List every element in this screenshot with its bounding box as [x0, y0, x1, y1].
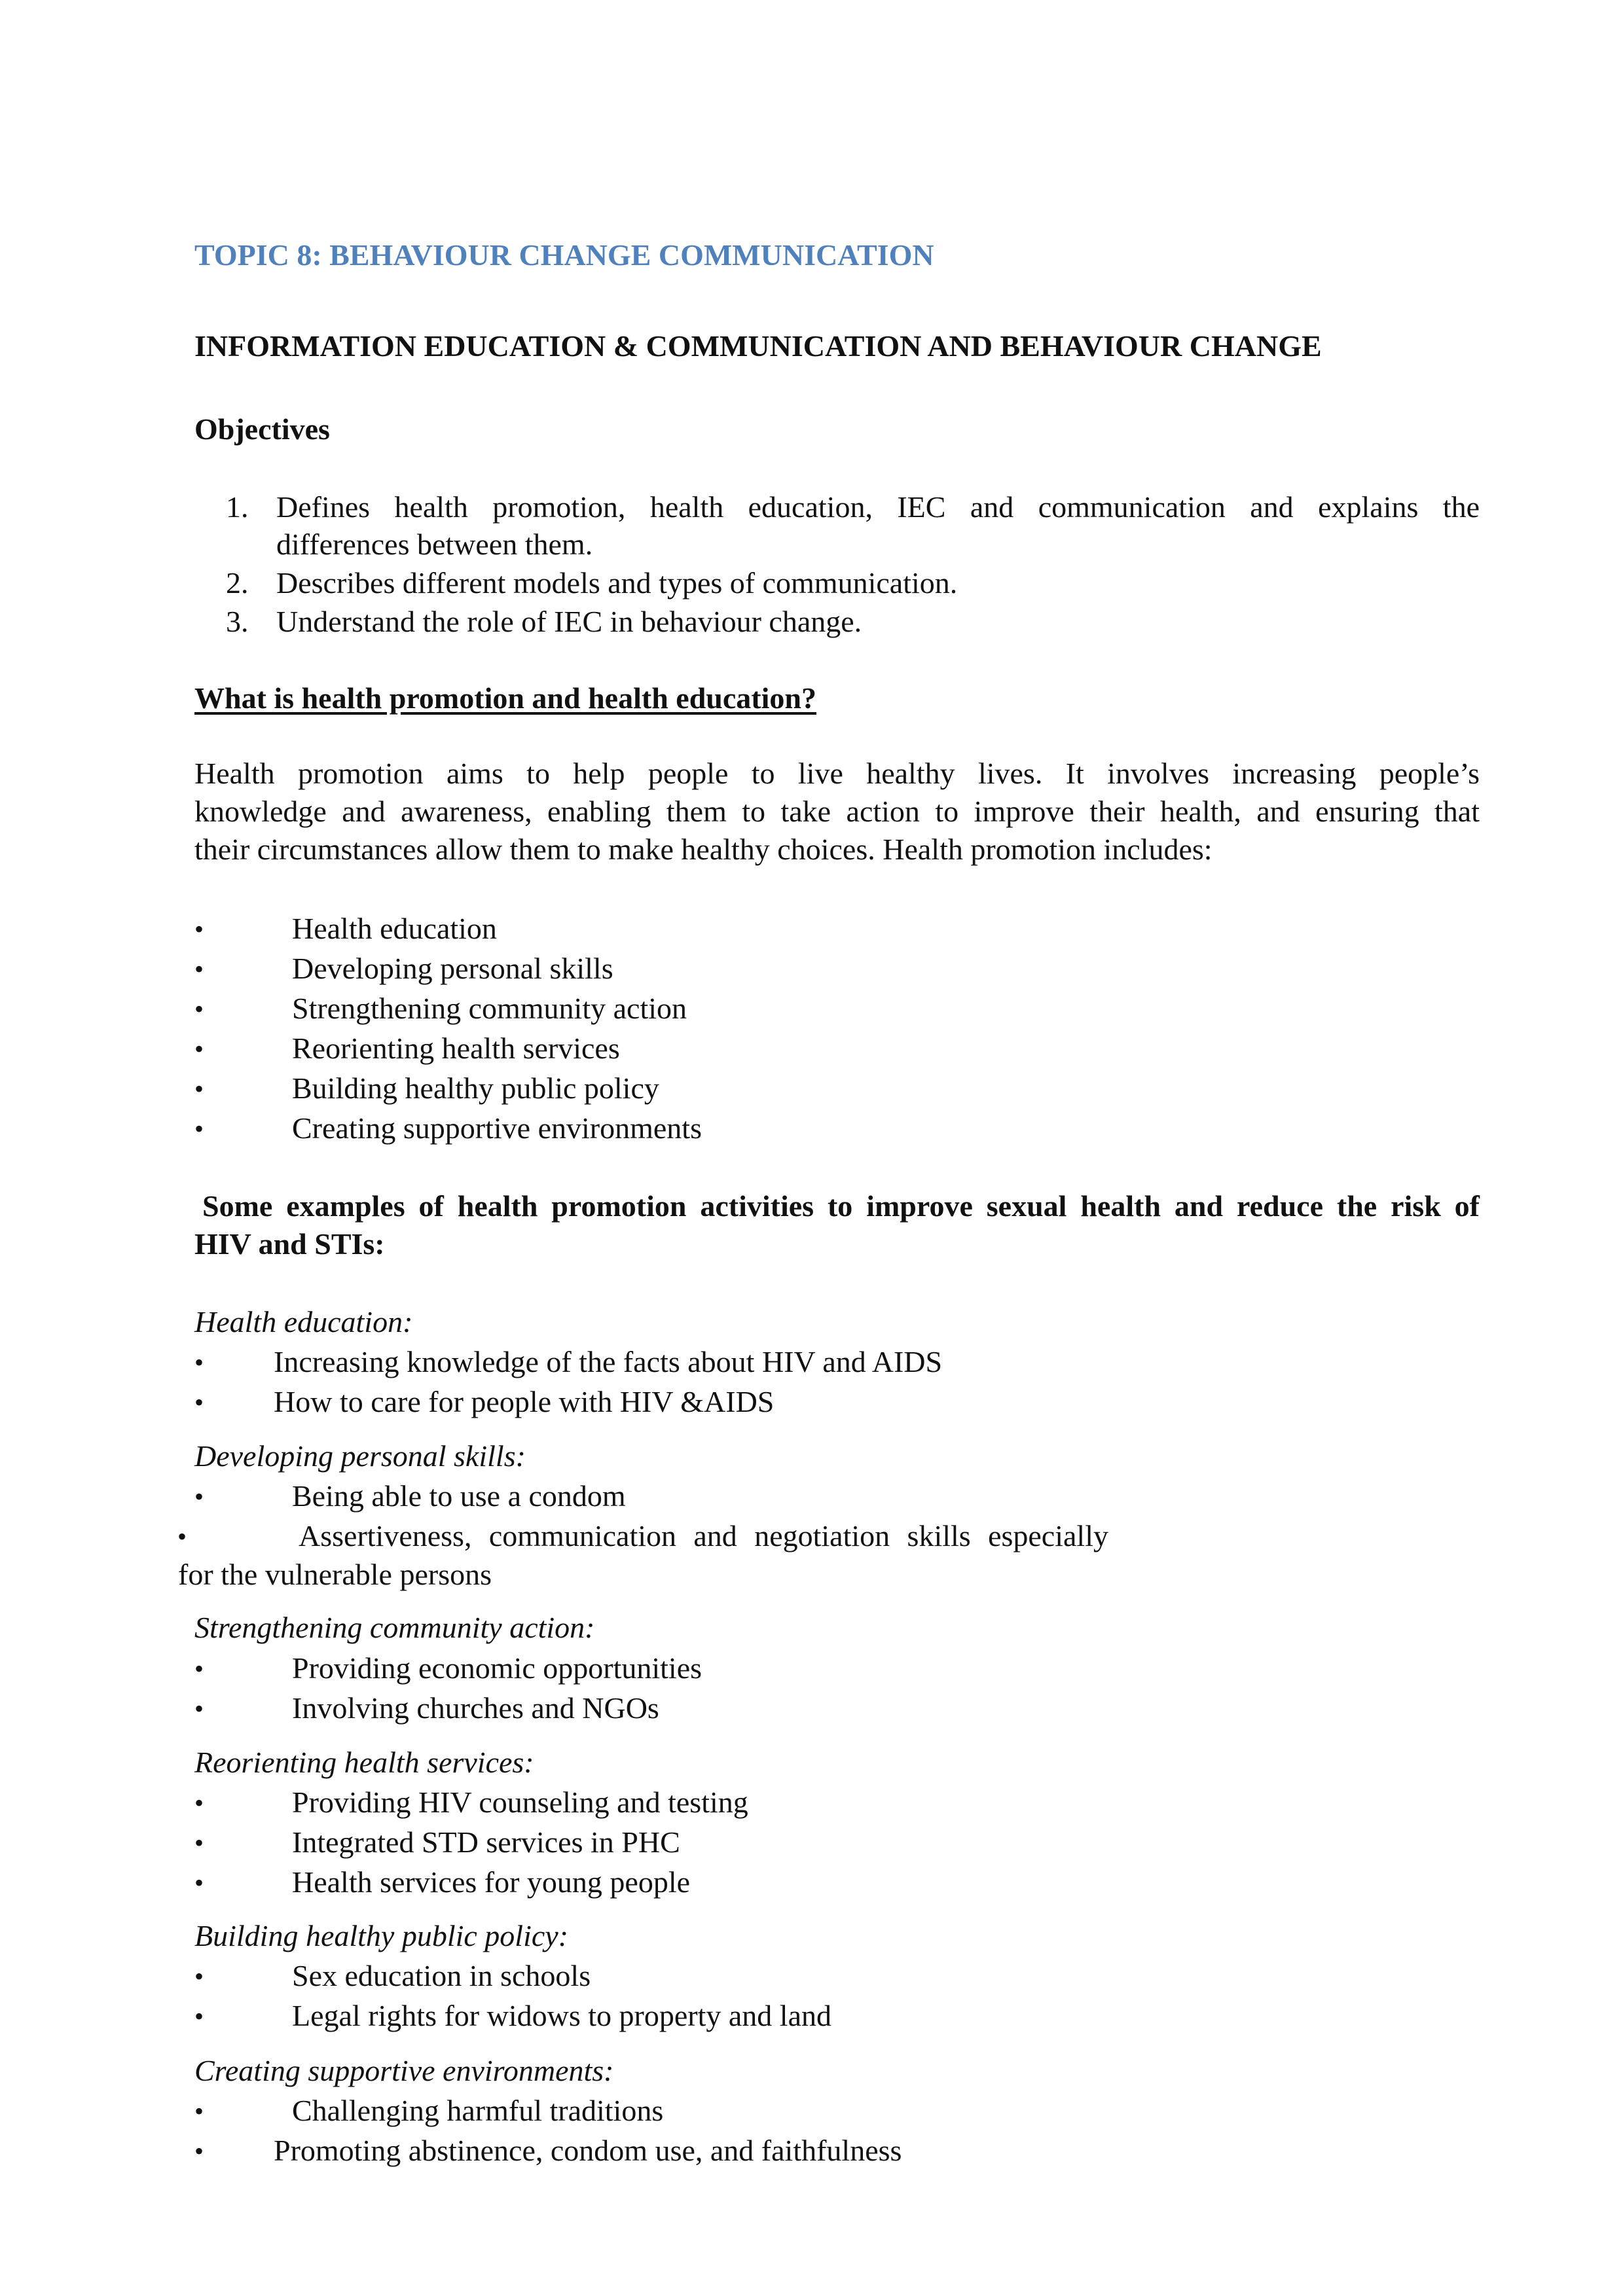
objective-text: Defines health promotion, health education, IEC and communication and explains the	[276, 490, 1480, 524]
main-heading: INFORMATION EDUCATION & COMMUNICATION AND BEHAVIOUR CHANGE	[194, 329, 1322, 363]
bullet-icon: •	[194, 1482, 204, 1511]
bullet-icon: •	[194, 914, 204, 944]
objective-number: 1.	[226, 490, 249, 524]
example-item: Assertiveness, communication and negotiation skills especially	[299, 1519, 1108, 1552]
example-item: Integrated STD services in PHC	[292, 1825, 680, 1859]
example-category-label: Strengthening community action:	[194, 1611, 595, 1644]
example-category-label: Creating supportive environments:	[194, 2054, 614, 2087]
example-category-label: Developing personal skills:	[194, 1439, 526, 1473]
example-item: Promoting abstinence, condom use, and faithfulness	[274, 2134, 902, 2167]
objective-text: Describes different models and types of communication.	[276, 566, 958, 600]
example-category-label: Health education:	[194, 1305, 413, 1338]
example-item: Challenging harmful traditions	[292, 2094, 664, 2127]
bullet-icon: •	[194, 1694, 204, 1723]
list-item: Building healthy public policy	[292, 1071, 659, 1105]
bullet-icon: •	[194, 1034, 204, 1064]
list-item: Developing personal skills	[292, 952, 613, 985]
example-item: Sex education in schools	[292, 1959, 591, 1992]
bullet-icon: •	[194, 1654, 204, 1683]
example-item: Providing economic opportunities	[292, 1651, 702, 1685]
example-item: Being able to use a condom	[292, 1479, 626, 1513]
bullet-icon: •	[194, 1114, 204, 1143]
paragraph-line: Health promotion aims to help people to live healthy lives. It involves increasing people’s	[194, 757, 1480, 790]
example-category-label: Building healthy public policy:	[194, 1919, 569, 1952]
objective-text-continued: differences between them.	[276, 528, 593, 561]
example-item: Providing HIV counseling and testing	[292, 1785, 748, 1819]
example-category-label: Reorienting health services:	[194, 1746, 534, 1779]
examples-heading: Some examples of health promotion activities to improve sexual health and reduce the risk of	[202, 1189, 1480, 1223]
example-item: Involving churches and NGOs	[292, 1691, 659, 1725]
bullet-icon: •	[194, 1788, 204, 1818]
objective-number: 2.	[226, 566, 249, 600]
example-item: Legal rights for widows to property and land	[292, 1999, 831, 2032]
examples-heading-continued: HIV and STIs:	[194, 1227, 385, 1261]
paragraph-line: knowledge and awareness, enabling them to take action to improve their health, and ensuring that	[194, 795, 1480, 828]
bullet-icon: •	[177, 1522, 187, 1551]
topic-title: TOPIC 8: BEHAVIOUR CHANGE COMMUNICATION	[194, 238, 934, 272]
list-item: Strengthening community action	[292, 992, 687, 1025]
bullet-icon: •	[194, 2096, 204, 2126]
bullet-icon: •	[194, 1074, 204, 1103]
bullet-icon: •	[194, 1388, 204, 1417]
bullet-icon: •	[194, 1348, 204, 1377]
paragraph-line: their circumstances allow them to make healthy choices. Health promotion includes:	[194, 833, 1213, 866]
section-heading: What is health promotion and health education?	[194, 681, 816, 715]
example-item-continued: for the vulnerable persons	[178, 1558, 492, 1591]
bullet-icon: •	[194, 954, 204, 984]
objectives-heading: Objectives	[194, 412, 330, 446]
list-item: Creating supportive environments	[292, 1111, 702, 1145]
bullet-icon: •	[194, 1962, 204, 1991]
bullet-icon: •	[194, 1828, 204, 1857]
example-item: Increasing knowledge of the facts about HIV and AIDS	[274, 1345, 943, 1378]
list-item: Reorienting health services	[292, 1031, 620, 1065]
bullet-icon: •	[194, 994, 204, 1024]
list-item: Health education	[292, 912, 497, 945]
bullet-icon: •	[194, 2001, 204, 2031]
example-item: How to care for people with HIV &AIDS	[274, 1385, 775, 1418]
bullet-icon: •	[194, 1868, 204, 1897]
objective-text: Understand the role of IEC in behaviour change.	[276, 605, 862, 638]
bullet-icon: •	[194, 2136, 204, 2166]
example-item: Health services for young people	[292, 1865, 691, 1899]
objective-number: 3.	[226, 605, 249, 638]
